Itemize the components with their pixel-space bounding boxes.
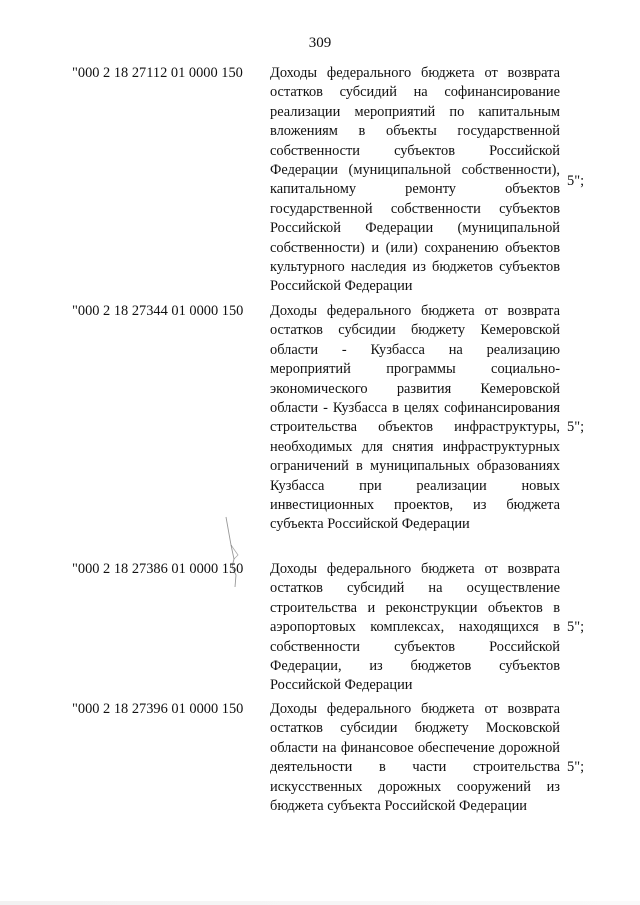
row-description: Доходы федерального бюджета от возврата остатков субсидии бюджету Московской области на финансовое обеспечение дорожной деятельности в части строительства искусственных дорожных сооружений из бюджета субъекта Российской Федерации	[270, 701, 560, 815]
row-code: "000 2 18 27396 01 0000 150	[72, 701, 244, 717]
table-row	[72, 700, 612, 840]
row-tail: 5";	[567, 419, 585, 435]
row-code: "000 2 18 27386 01 0000 150	[72, 561, 244, 577]
pen-mark-scribble	[222, 515, 246, 595]
row-tail: 5";	[567, 173, 585, 189]
row-description: Доходы федерального бюджета от возврата остатков субсидии бюджету Кемеровской области - Кузбасса на реализацию мероприятий программы социально-экономического развития Кемеровской области - Кузбасса в целях софинансирования строительства объектов инфраструктуры, необходимых для снятия инфраструктурных ограничений в муниципальных образованиях Кузбасса при реализации новых инвестиционных проектов, из бюджета субъекта Российской Федерации	[270, 303, 560, 533]
table-row	[72, 64, 612, 298]
row-code: "000 2 18 27112 01 0000 150	[72, 65, 243, 81]
row-tail: 5";	[567, 759, 585, 775]
row-description: Доходы федерального бюджета от возврата остатков субсидий на осуществление строительства и реконструкции объектов в аэропортовых комплексах, находящихся в собственности субъектов Российской Федерации, из бюджетов субъектов Российской Федерации	[270, 561, 560, 694]
table-row	[72, 560, 612, 696]
page-number: 309	[308, 35, 332, 51]
row-description: Доходы федерального бюджета от возврата остатков субсидий на софинансирование реализации мероприятий по капитальным вложениям в объекты государственной собственности субъектов Российской Федерации (муниципальной собственности), капитальному ремонту объектов государственной собственности субъектов Российской Федерации (муниципальной собственности) и (или) сохранению объектов культурного наследия из бюджетов субъектов Российской Федерации	[270, 65, 560, 295]
table-row	[72, 302, 612, 556]
row-tail: 5";	[567, 619, 585, 635]
scan-edge-shadow	[0, 901, 640, 905]
row-code: "000 2 18 27344 01 0000 150	[72, 303, 244, 319]
